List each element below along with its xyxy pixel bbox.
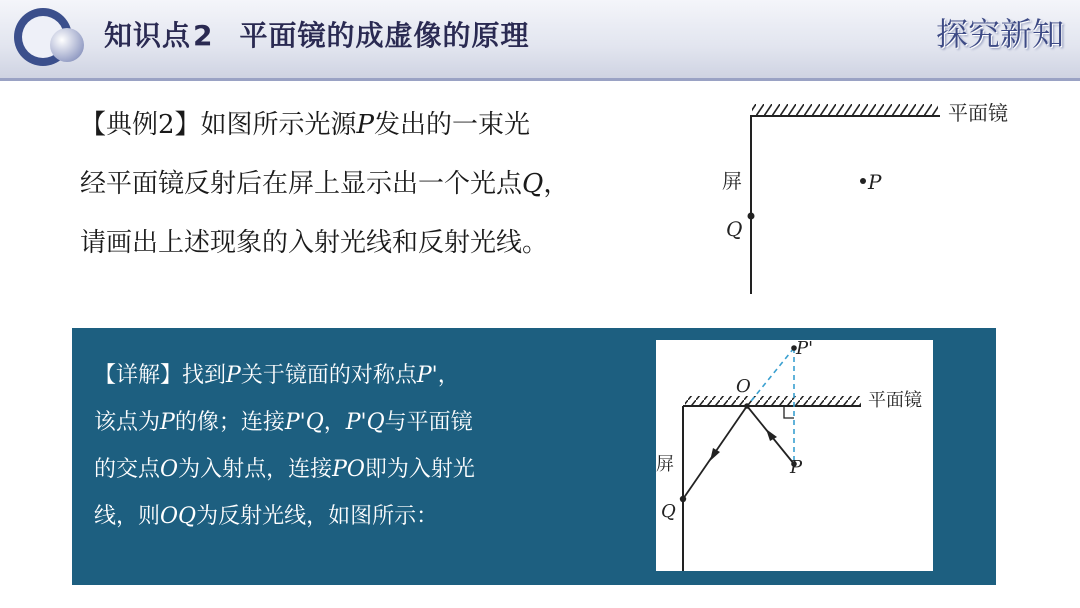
answer-var: P <box>160 410 175 435</box>
answer-line-3 <box>94 446 564 493</box>
header-bar <box>0 0 1080 81</box>
problem-text-segment: 经平面镜反射后在屏上显示出一个光点 <box>80 169 523 199</box>
point-p-dot <box>860 178 866 184</box>
answer-line-4 <box>94 493 564 540</box>
mirror-hatching <box>685 396 861 406</box>
reflected-arrow <box>710 448 720 461</box>
point-q-dot <box>748 213 755 220</box>
problem-line-1 <box>80 96 650 155</box>
answer-var: P'Q <box>284 410 324 435</box>
problem-line-3: 请画出上述现象的入射光线和反射光线。 <box>80 228 549 258</box>
page-title <box>104 14 530 58</box>
answer-line-2 <box>94 399 564 446</box>
answer-var: OQ <box>160 504 197 529</box>
answer-var: P'Q <box>345 410 385 435</box>
point-p-label: P <box>790 457 803 478</box>
point-q-dot <box>680 496 686 502</box>
problem-text <box>80 96 650 273</box>
solution-figure <box>656 340 933 571</box>
problem-diagram <box>700 92 1060 302</box>
right-angle-mark <box>784 406 794 418</box>
answer-var: O <box>160 457 179 482</box>
incident-arrow <box>766 429 777 441</box>
answer-text-segment: ， <box>437 363 460 388</box>
answer-text-segment: 的交点 <box>94 457 161 482</box>
point-pprime-label: P' <box>796 340 814 359</box>
point-o-label: O <box>736 376 751 397</box>
mirror-hatching <box>752 104 938 116</box>
answer-text-segment: 该点为 <box>94 410 161 435</box>
answer-text-segment: 【详解】找到 <box>94 363 227 388</box>
mirror-label: 平面镜 <box>948 101 1008 125</box>
title-prefix: 知识点 <box>104 19 192 52</box>
answer-text-segment: 即为入射光 <box>364 457 475 482</box>
mirror-label: 平面镜 <box>868 390 922 411</box>
point-q-label: Q <box>661 501 676 522</box>
logo-sphere-icon <box>50 28 84 62</box>
problem-text-segment: 【典例2】如图所示光源 <box>80 110 357 140</box>
answer-text-segment: 关于镜面的对称点 <box>240 363 417 388</box>
problem-line-2 <box>80 155 650 214</box>
answer-var: P' <box>416 363 438 388</box>
screen-label: 屏 <box>656 454 674 475</box>
problem-var-q: Q <box>522 169 544 199</box>
answer-text-segment: 为入射点，连接 <box>178 457 333 482</box>
section-badge: 探究新知 <box>935 15 1064 53</box>
problem-text-segment: 发出的一束光 <box>374 110 531 140</box>
answer-text-segment: 为反射光线，如图所示： <box>196 504 439 529</box>
answer-var: PO <box>332 457 365 482</box>
title-text: 平面镜的成虚像的原理 <box>239 19 530 52</box>
screen-label: 屏 <box>722 169 742 193</box>
answer-line-1 <box>94 352 564 399</box>
answer-text <box>94 352 564 540</box>
answer-text-segment: ， <box>323 410 346 435</box>
problem-text-segment: ， <box>543 169 570 199</box>
answer-text-segment: 的像；连接 <box>174 410 285 435</box>
point-p-label: P <box>868 170 882 194</box>
title-number: 2 <box>193 19 214 52</box>
solution-diagram <box>656 340 933 571</box>
answer-text-segment: 与平面镜 <box>384 410 473 435</box>
point-o-dot <box>744 403 750 409</box>
answer-text-segment: 线，则 <box>94 504 161 529</box>
point-q-label: Q <box>726 217 743 241</box>
problem-var-p: P <box>356 110 375 140</box>
answer-var: P <box>226 363 241 388</box>
